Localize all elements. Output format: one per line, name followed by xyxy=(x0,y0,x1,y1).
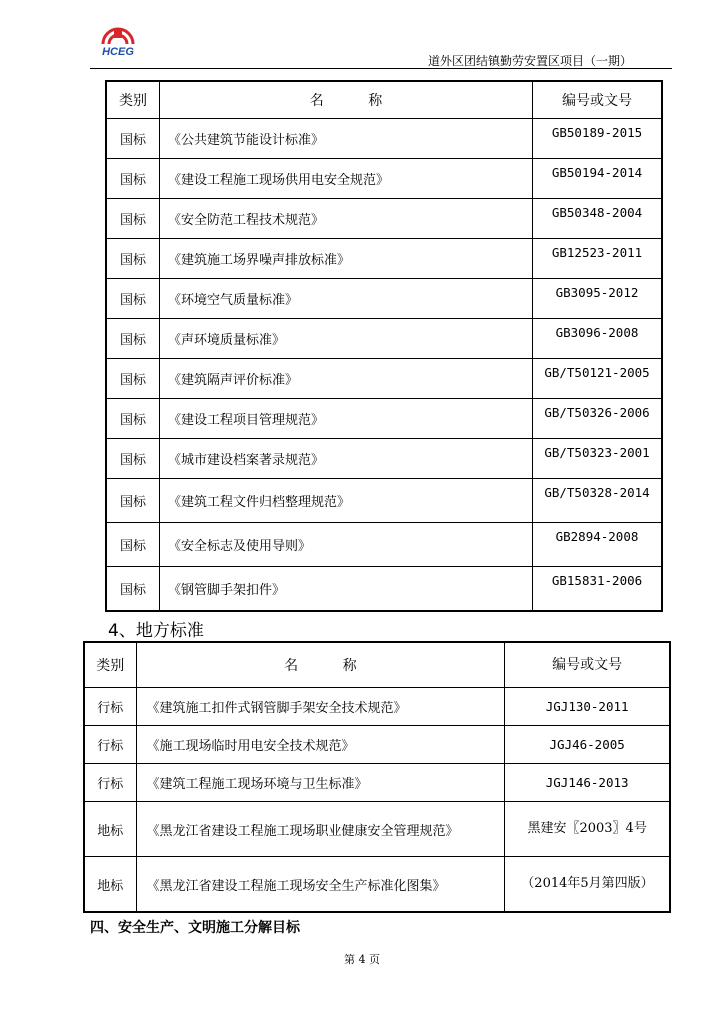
row-category: 国标 xyxy=(106,199,160,239)
row-category: 行标 xyxy=(84,764,136,802)
row-name: 《安全防范工程技术规范》 xyxy=(160,199,533,239)
column-header-category: 类别 xyxy=(106,81,160,119)
row-code: GB/T50323-2001 xyxy=(533,439,663,479)
column-header-category: 类别 xyxy=(84,642,136,688)
table-row xyxy=(106,399,662,439)
table-row xyxy=(106,319,662,359)
row-category: 国标 xyxy=(106,399,160,439)
row-code: GB50189-2015 xyxy=(533,119,663,159)
row-name: 《安全标志及使用导则》 xyxy=(160,523,533,567)
column-header-code: 编号或文号 xyxy=(533,81,663,119)
row-name: 《建设工程项目管理规范》 xyxy=(160,399,533,439)
row-code: 黑建安〖2003〗4号 xyxy=(505,802,670,857)
table-row xyxy=(84,688,670,726)
table-row xyxy=(106,359,662,399)
row-code: GB50194-2014 xyxy=(533,159,663,199)
table-row xyxy=(106,439,662,479)
row-name: 《建筑隔声评价标准》 xyxy=(160,359,533,399)
row-code: JGJ46-2005 xyxy=(505,726,670,764)
table-row xyxy=(84,726,670,764)
project-title: 道外区团结镇勤劳安置区项目（一期） xyxy=(427,54,632,68)
row-name: 《城市建设档案著录规范》 xyxy=(160,439,533,479)
row-category: 国标 xyxy=(106,479,160,523)
row-name: 《黑龙江省建设工程施工现场职业健康安全管理规范》 xyxy=(136,802,505,857)
column-header-name: 名 称 xyxy=(136,642,505,688)
row-category: 国标 xyxy=(106,319,160,359)
row-category: 国标 xyxy=(106,523,160,567)
row-code: GB3096-2008 xyxy=(533,319,663,359)
section-title-local-standards: 4、地方标准 xyxy=(108,621,204,641)
row-category: 地标 xyxy=(84,857,136,913)
row-code: GB/T50328-2014 xyxy=(533,479,663,523)
row-code: GB12523-2011 xyxy=(533,239,663,279)
table-row xyxy=(106,479,662,523)
row-code: GB/T50326-2006 xyxy=(533,399,663,439)
table-row xyxy=(84,802,670,857)
row-name: 《钢管脚手架扣件》 xyxy=(160,567,533,612)
row-category: 国标 xyxy=(106,439,160,479)
row-category: 国标 xyxy=(106,567,160,612)
row-category: 行标 xyxy=(84,726,136,764)
table-row xyxy=(106,159,662,199)
row-name: 《环境空气质量标准》 xyxy=(160,279,533,319)
row-category: 国标 xyxy=(106,159,160,199)
row-name: 《建筑施工场界噪声排放标准》 xyxy=(160,239,533,279)
local-standards-table xyxy=(83,641,671,913)
row-code: GB2894-2008 xyxy=(533,523,663,567)
row-name: 《施工现场临时用电安全技术规范》 xyxy=(136,726,505,764)
company-logo xyxy=(95,24,141,64)
column-header-code: 编号或文号 xyxy=(505,642,670,688)
row-code: GB/T50121-2005 xyxy=(533,359,663,399)
table-row xyxy=(106,199,662,239)
table-header-row xyxy=(106,81,662,119)
table-row xyxy=(106,239,662,279)
row-name: 《建设工程施工现场供用电安全规范》 xyxy=(160,159,533,199)
row-name: 《建筑工程文件归档整理规范》 xyxy=(160,479,533,523)
row-code: GB3095-2012 xyxy=(533,279,663,319)
row-name: 《黑龙江省建设工程施工现场安全生产标准化图集》 xyxy=(136,857,505,913)
row-code: GB15831-2006 xyxy=(533,567,663,612)
table-row xyxy=(106,119,662,159)
table-row xyxy=(84,764,670,802)
page-number: 第 4 页 xyxy=(344,953,380,966)
row-category: 国标 xyxy=(106,239,160,279)
table-row xyxy=(106,567,662,612)
national-standards-table xyxy=(105,80,663,612)
row-code: （2014年5月第四版） xyxy=(505,857,670,913)
logo-text: HCEG xyxy=(102,46,134,58)
column-header-name: 名 称 xyxy=(160,81,533,119)
table-row xyxy=(106,523,662,567)
row-name: 《公共建筑节能设计标准》 xyxy=(160,119,533,159)
table-row xyxy=(106,279,662,319)
row-category: 地标 xyxy=(84,802,136,857)
row-category: 国标 xyxy=(106,279,160,319)
row-name: 《声环境质量标准》 xyxy=(160,319,533,359)
row-code: JGJ146-2013 xyxy=(505,764,670,802)
header-divider xyxy=(90,68,672,69)
row-code: GB50348-2004 xyxy=(533,199,663,239)
row-category: 行标 xyxy=(84,688,136,726)
table-row xyxy=(84,857,670,913)
row-code: JGJ130-2011 xyxy=(505,688,670,726)
row-category: 国标 xyxy=(106,359,160,399)
row-category: 国标 xyxy=(106,119,160,159)
table-header-row xyxy=(84,642,670,688)
row-name: 《建筑工程施工现场环境与卫生标准》 xyxy=(136,764,505,802)
row-name: 《建筑施工扣件式钢管脚手架安全技术规范》 xyxy=(136,688,505,726)
next-section-heading: 四、安全生产、文明施工分解目标 xyxy=(90,920,300,936)
